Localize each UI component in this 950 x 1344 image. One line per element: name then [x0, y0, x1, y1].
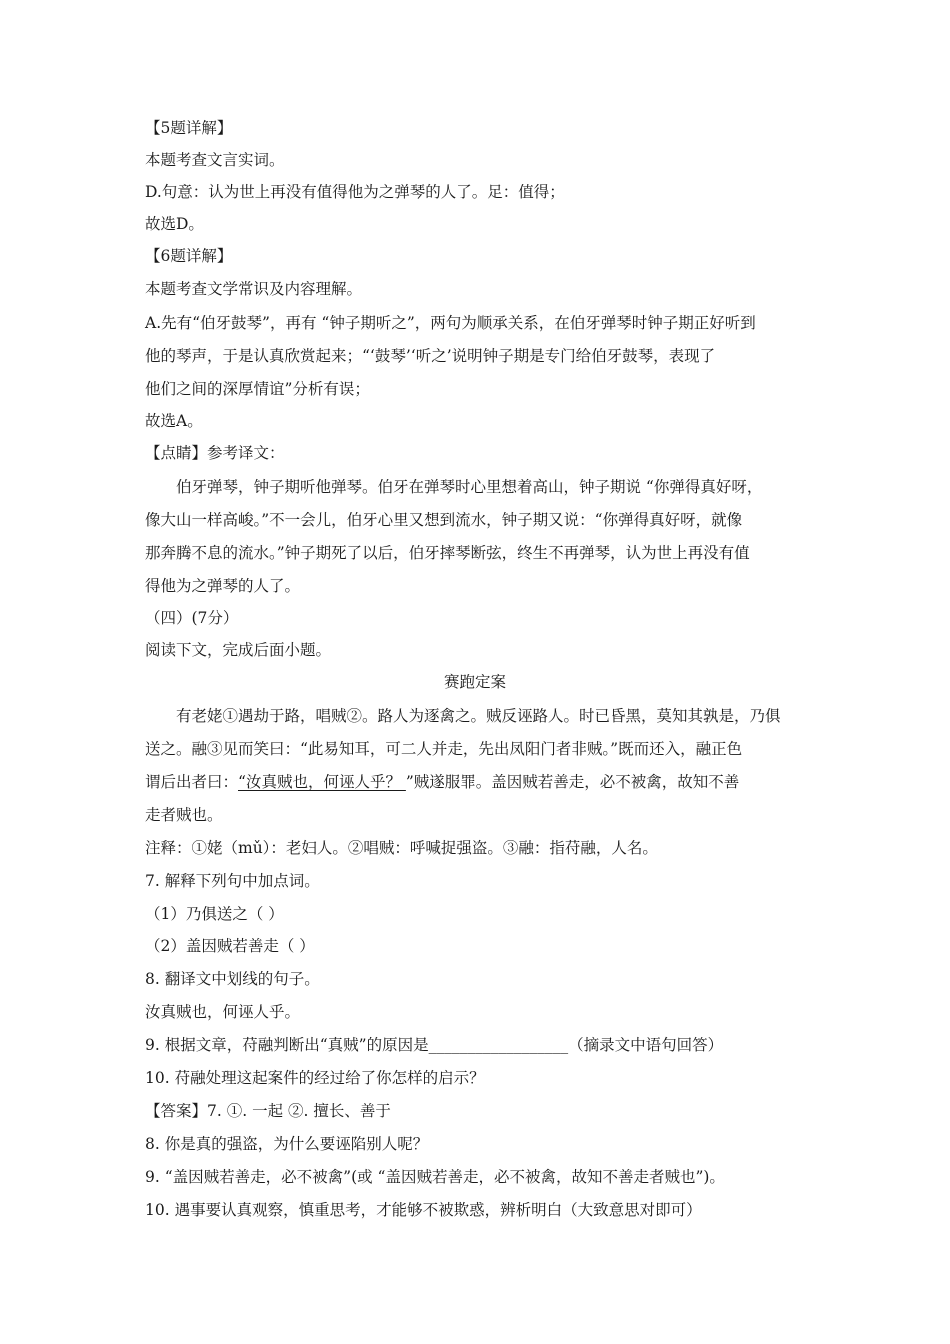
q5-line2: D.句意：认为世上再没有值得他为之弹琴的人了。足：值得；: [145, 183, 565, 201]
passage-line3-end: ”贼遂服罪。盖因贼若善走，必不被禽，故知不善: [405, 773, 740, 791]
dianjing-header: 【点睛】参考译文：: [145, 444, 285, 462]
q5-line3: 故选D。: [145, 215, 204, 233]
passage-line3: [145, 772, 739, 792]
translation-line2: 像大山一样高峻。”不一会儿，伯牙心里又想到流水，钟子期又说：“你弹得真好呀，就像: [145, 511, 743, 529]
translation-line3: 那奔腾不息的流水。”钟子期死了以后，伯牙摔琴断弦，终生不再弹琴，认为世上再没有值: [145, 544, 750, 562]
passage-line3-start: 谓后出者曰：: [145, 773, 239, 791]
q6-line5: 故选A。: [145, 412, 203, 430]
question-7: 7. 解释下列句中加点词。: [145, 872, 320, 890]
q6-line4: 他们之间的深厚情谊”分析有误；: [145, 380, 370, 398]
answer-8: 8. 你是真的强盗，为什么要诬陷别人呢？: [145, 1135, 429, 1153]
section-instruction: 阅读下文，完成后面小题。: [145, 641, 332, 659]
answer-9: 9. “盖因贼若善走，必不被禽”(或 “盖因贼若善走，必不被禽，故知不善走者贼也”)。: [145, 1168, 725, 1186]
section-label: （四）(7分）: [145, 609, 239, 627]
passage-line4: 走者贼也。: [145, 806, 223, 824]
translation-line4: 得他为之弹琴的人了。: [145, 577, 301, 595]
q5-line1: 本题考查文言实词。: [145, 151, 285, 169]
q6-header: 【6题详解】: [145, 247, 233, 265]
passage-title: 赛跑定案: [443, 673, 506, 691]
passage-line1: 有老姥①遇劫于路，唱贼②。路人为逐禽之。贼反诬路人。时已昏黑，莫知其孰是，乃俱: [176, 707, 781, 725]
answer-10: 10. 遇事要认真观察，慎重思考，才能够不被欺惑，辨析明白（大致意思对即可）: [145, 1201, 702, 1219]
passage-note: 注释：①姥（mǔ）：老妇人。②唱贼：呼喊捉强盗。③融：指苻融，人名。: [145, 839, 658, 857]
question-8: 8. 翻译文中划线的句子。: [145, 970, 320, 988]
question-9: 9. 根据文章，苻融判断出“真贼”的原因是__________________（摘录文中语句回答）: [145, 1036, 724, 1054]
passage-line2: 送之。融③见而笑曰：“此易知耳，可二人并走，先出凤阳门者非贼。”既而还入，融正色: [145, 740, 743, 758]
question-7-2: （2）盖因贼若善走（ ）: [145, 937, 315, 955]
question-8-sentence: 汝真贼也，何诬人乎。: [145, 1003, 301, 1021]
question-10: 10. 苻融处理这起案件的经过给了你怎样的启示？: [145, 1069, 485, 1087]
question-7-1: （1）乃俱送之（ ）: [145, 905, 284, 923]
q6-line2: A.先有“伯牙鼓琴”，再有 “钟子期听之”，两句为顺承关系，在伯牙弹琴时钟子期正好听到: [145, 314, 756, 332]
translation-line1: 伯牙弹琴，钟子期听他弹琴。伯牙在弹琴时心里想着高山，钟子期说 “你弹得真好呀，: [176, 478, 763, 496]
q6-line1: 本题考查文学常识及内容理解。: [145, 280, 363, 298]
q6-line3: 他的琴声，于是认真欣赏起来；“‘鼓琴’‘听之’说明钟子期是专门给伯牙鼓琴，表现了: [145, 347, 716, 365]
answer-7: 【答案】7. ①. 一起 ②. 擅长、善于: [145, 1102, 391, 1120]
underlined-sentence: “汝真贼也，何诬人乎？: [238, 773, 406, 791]
q5-header: 【5题详解】: [145, 119, 233, 137]
